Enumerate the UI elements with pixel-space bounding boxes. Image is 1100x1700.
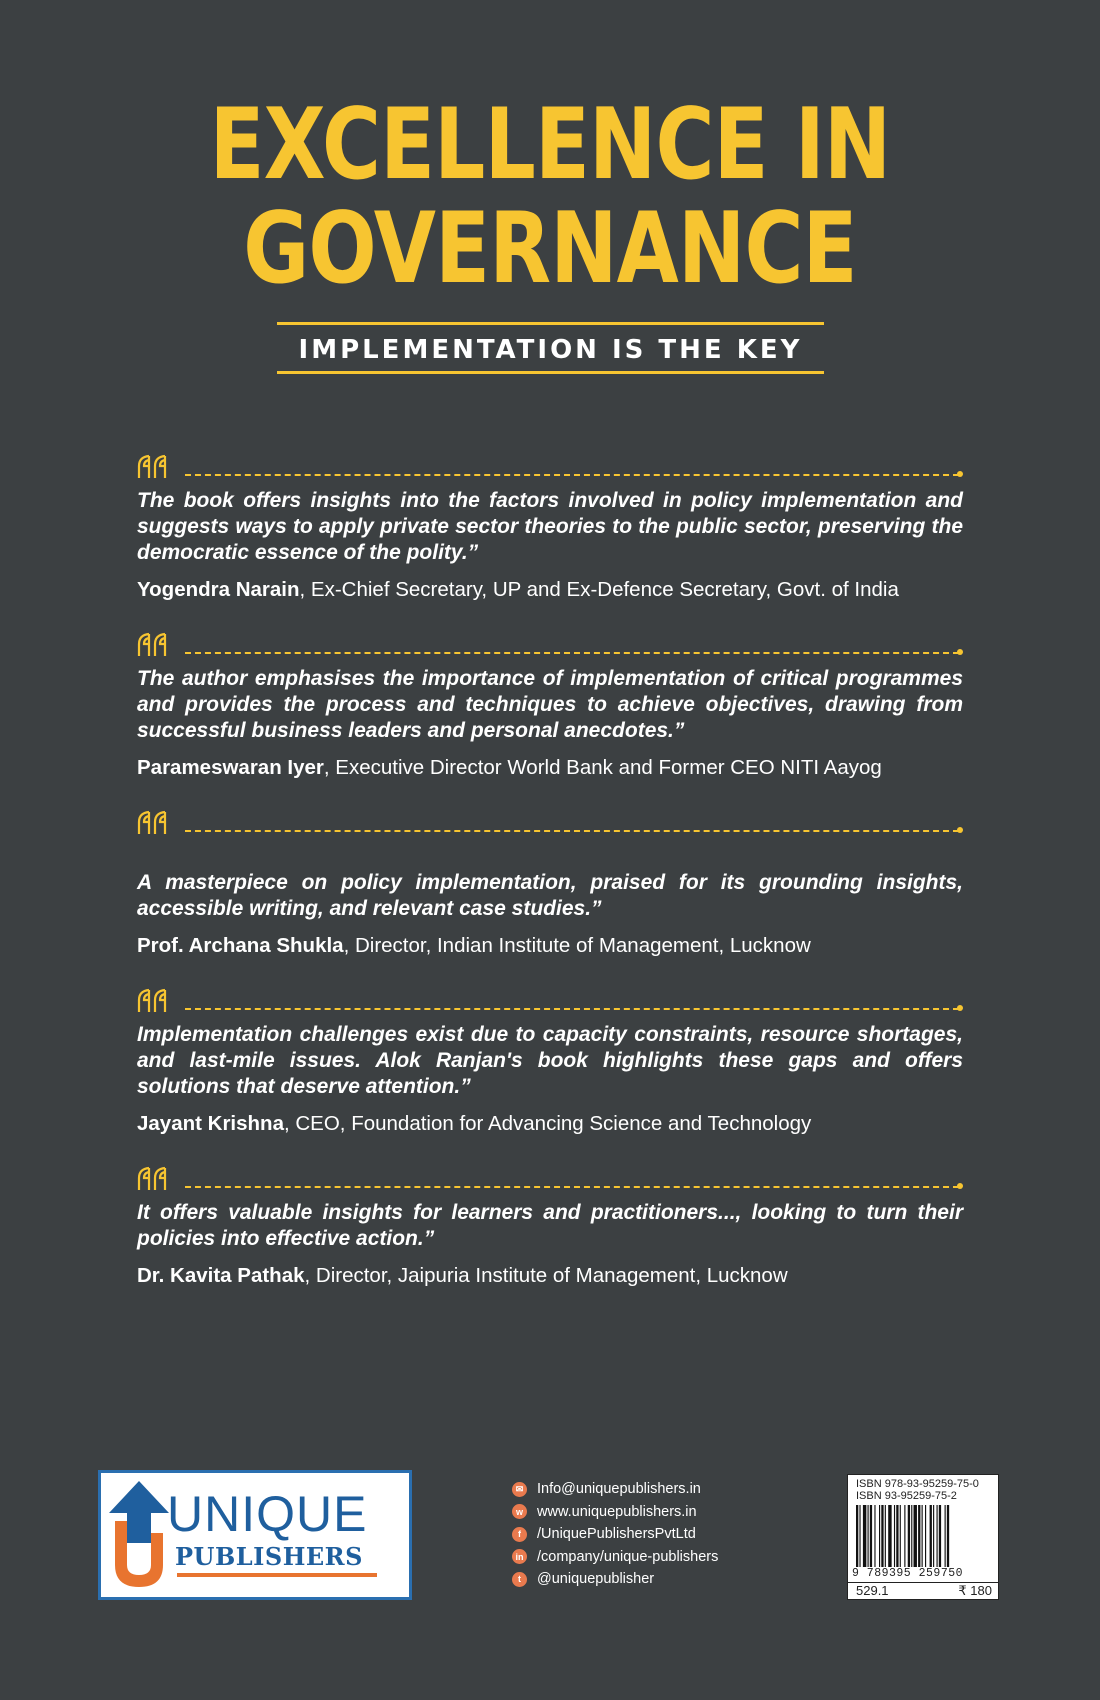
contact-text: /company/unique-publishers bbox=[537, 1548, 719, 1565]
author-role: , Executive Director World Bank and Former CEO NITI Aayog bbox=[323, 756, 882, 779]
barcode-bar bbox=[937, 1505, 938, 1567]
dashed-line bbox=[185, 474, 959, 476]
barcode-bar bbox=[922, 1505, 923, 1567]
barcode-bar bbox=[945, 1505, 946, 1567]
dashed-line bbox=[185, 652, 959, 654]
mail-icon: ✉ bbox=[512, 1482, 527, 1497]
testimonial-4 bbox=[137, 988, 963, 1138]
contact-website[interactable] bbox=[512, 1501, 802, 1524]
barcode-bar bbox=[939, 1505, 941, 1567]
author-name: Yogendra Narain bbox=[137, 578, 300, 601]
contact-text: @uniquepublisher bbox=[537, 1571, 655, 1588]
testimonial-quote: It offers valuable insights for learners and practitioners..., looking to turn their policies into effective action.” bbox=[137, 1201, 963, 1250]
barcode-bar bbox=[881, 1505, 883, 1567]
testimonial-attribution bbox=[137, 1110, 963, 1138]
testimonial-quote: A masterpiece on policy implementation, praised for its grounding insights, accessible writing, and relevant case studies.” bbox=[137, 871, 963, 920]
barcode-bar bbox=[918, 1505, 920, 1567]
book-title-line-1: EXCELLENCE IN bbox=[209, 88, 891, 202]
quote-divider bbox=[137, 988, 963, 1022]
contact-text: /UniquePublishersPvtLtd bbox=[537, 1526, 696, 1543]
author-name: Jayant Krishna bbox=[137, 1112, 284, 1135]
quote-divider bbox=[137, 632, 963, 666]
catalog-code: 529.1 bbox=[856, 1583, 889, 1598]
barcode-bar bbox=[888, 1505, 891, 1567]
publisher-logo bbox=[98, 1470, 412, 1600]
quote-mark-icon bbox=[137, 1166, 169, 1192]
dash-end-dot bbox=[957, 649, 963, 655]
barcode-bars bbox=[856, 1505, 990, 1567]
barcode-digits: 9 789395 259750 bbox=[852, 1567, 964, 1580]
barcode-bar bbox=[947, 1505, 949, 1567]
barcode-bar bbox=[859, 1505, 860, 1567]
testimonial-5 bbox=[137, 1166, 963, 1290]
barcode-bar bbox=[930, 1505, 932, 1567]
isbn-barcode-box bbox=[847, 1474, 999, 1600]
barcode-bar bbox=[914, 1505, 917, 1567]
publisher-contacts bbox=[512, 1478, 802, 1591]
subtitle-rule-bottom bbox=[277, 371, 824, 374]
globe-icon: w bbox=[512, 1504, 527, 1519]
barcode-bar bbox=[868, 1505, 869, 1567]
unique-publishers-logo-mark bbox=[101, 1473, 409, 1597]
barcode-bar bbox=[933, 1505, 934, 1567]
contact-text: Info@uniquepublishers.in bbox=[537, 1481, 701, 1498]
author-role: , Director, Jaipuria Institute of Management, Lucknow bbox=[304, 1264, 788, 1287]
testimonial-3 bbox=[137, 810, 963, 960]
barcode-bar bbox=[896, 1505, 898, 1567]
quote-mark-icon bbox=[137, 810, 169, 836]
barcode-bar bbox=[863, 1505, 866, 1567]
subtitle-rule-top bbox=[277, 322, 824, 325]
barcode-bar bbox=[894, 1505, 895, 1567]
barcode-bar bbox=[904, 1505, 905, 1567]
contact-linkedin[interactable] bbox=[512, 1546, 802, 1569]
testimonial-quote: Implementation challenges exist due to capacity constraints, resource shortages, and last-mile issues. Alok Ranjan's book highlights these gaps and offers solutions that deserve attention.” bbox=[137, 1023, 963, 1098]
quote-divider bbox=[137, 810, 963, 844]
author-role: , Ex-Chief Secretary, UP and Ex-Defence Secretary, Govt. of India bbox=[299, 578, 899, 601]
dash-end-dot bbox=[957, 1183, 963, 1189]
testimonial-1 bbox=[137, 454, 963, 604]
quote-divider bbox=[137, 454, 963, 488]
book-subtitle: IMPLEMENTATION IS THE KEY bbox=[298, 335, 803, 365]
testimonial-attribution bbox=[137, 754, 963, 782]
quote-mark-icon bbox=[137, 988, 169, 1014]
barcode-bar bbox=[885, 1505, 886, 1567]
dashed-line bbox=[185, 1186, 959, 1188]
barcode-bar bbox=[856, 1505, 858, 1567]
contact-email[interactable] bbox=[512, 1478, 802, 1501]
isbn-13: ISBN 978-93-95259-75-0 bbox=[856, 1478, 979, 1490]
facebook-icon: f bbox=[512, 1527, 527, 1542]
quote-divider bbox=[137, 1166, 963, 1200]
dash-end-dot bbox=[957, 827, 963, 833]
barcode-bar bbox=[874, 1505, 875, 1567]
contact-twitter[interactable] bbox=[512, 1568, 802, 1591]
dash-end-dot bbox=[957, 471, 963, 477]
logo-word-unique: UNIQUE bbox=[167, 1486, 368, 1542]
barcode-bar bbox=[925, 1505, 926, 1567]
barcode-bar bbox=[870, 1505, 872, 1567]
linkedin-icon: in bbox=[512, 1549, 527, 1564]
testimonial-attribution bbox=[137, 576, 963, 604]
barcode-bar bbox=[911, 1505, 912, 1567]
testimonial-attribution bbox=[137, 1262, 963, 1290]
quote-mark-icon bbox=[137, 632, 169, 658]
testimonial-attribution bbox=[137, 932, 963, 960]
logo-word-publishers: PUBLISHERS bbox=[175, 1542, 363, 1571]
author-name: Parameswaran Iyer bbox=[137, 756, 324, 779]
author-role: , CEO, Foundation for Advancing Science and Technology bbox=[283, 1112, 812, 1135]
dash-end-dot bbox=[957, 1005, 963, 1011]
book-title-line-2: GOVERNANCE bbox=[243, 192, 857, 306]
price: ₹ 180 bbox=[958, 1583, 992, 1598]
contact-text: www.uniquepublishers.in bbox=[537, 1503, 697, 1520]
barcode-bar bbox=[908, 1505, 910, 1567]
testimonial-quote: The book offers insights into the factors involved in policy implementation and suggests ways to apply private sector theories to the public sector, preserving the democratic essence of the polity.” bbox=[137, 489, 963, 564]
barcode-bar bbox=[900, 1505, 901, 1567]
barcode-bar bbox=[879, 1505, 880, 1567]
testimonial-2 bbox=[137, 632, 963, 782]
dashed-line bbox=[185, 830, 959, 832]
isbn-10: ISBN 93-95259-75-2 bbox=[856, 1490, 957, 1502]
twitter-icon: t bbox=[512, 1572, 527, 1587]
author-name: Prof. Archana Shukla bbox=[137, 934, 344, 957]
testimonial-quote: The author emphasises the importance of implementation of critical programmes and provides the process and techniques to achieve objectives, drawing from successful business leaders and personal anecdotes.” bbox=[137, 667, 963, 742]
quote-mark-icon bbox=[137, 454, 169, 480]
dashed-line bbox=[185, 1008, 959, 1010]
author-role: , Director, Indian Institute of Management, Lucknow bbox=[343, 934, 811, 957]
author-name: Dr. Kavita Pathak bbox=[137, 1264, 305, 1287]
contact-facebook[interactable] bbox=[512, 1523, 802, 1546]
price-row bbox=[848, 1582, 998, 1600]
